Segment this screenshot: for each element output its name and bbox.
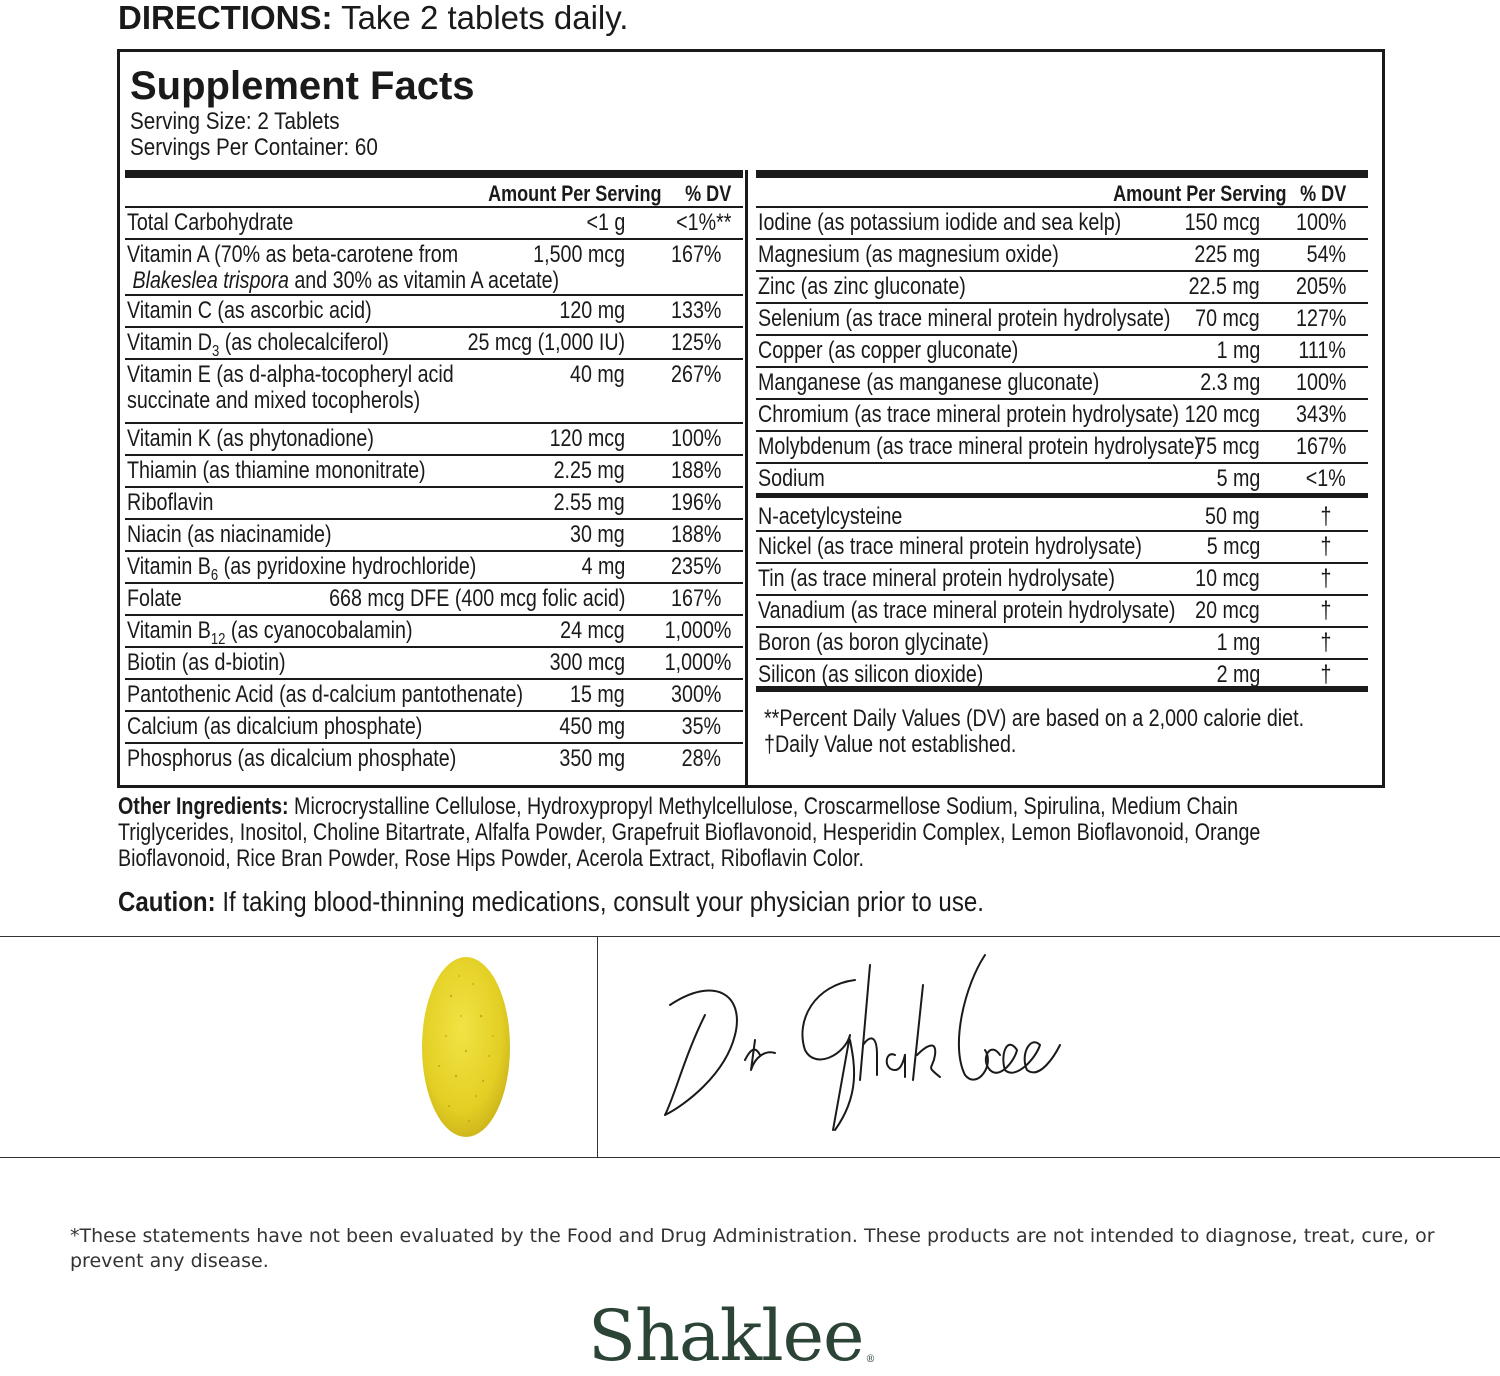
nutrient-amount: 10 mcg bbox=[1195, 565, 1260, 592]
nutrient-name: Manganese (as manganese gluconate) bbox=[758, 369, 1100, 396]
nutrient-amount: 25 mcg (1,000 IU) bbox=[467, 329, 625, 356]
facts-left-column bbox=[125, 170, 743, 776]
nutrient-dv: 125% bbox=[670, 329, 721, 356]
nutrient-row bbox=[125, 328, 743, 360]
directions-label: DIRECTIONS: bbox=[118, 0, 333, 36]
header-amount: Amount Per Serving bbox=[1112, 181, 1286, 206]
nutrient-name: Zinc (as zinc gluconate) bbox=[758, 273, 966, 300]
nutrient-row bbox=[125, 296, 743, 328]
nutrient-dv: † bbox=[1320, 533, 1332, 560]
nutrient-dv: † bbox=[1320, 597, 1332, 624]
nutrient-name: Folate bbox=[127, 585, 182, 612]
registered-mark: ® bbox=[865, 1354, 876, 1365]
nutrient-name: Vitamin $D_3$ (as cholecalciferol) bbox=[127, 329, 389, 360]
nutrient-dv: 1,000% bbox=[664, 617, 731, 644]
nutrient-dv: 54% bbox=[1306, 241, 1346, 268]
band-top-rule bbox=[0, 936, 1500, 937]
caution-text: If taking blood-thinning medications, consult your physician prior to use. bbox=[222, 886, 984, 917]
nutrient-amount: 24 mcg bbox=[560, 617, 625, 644]
nutrient-row bbox=[125, 648, 743, 680]
nutrient-row bbox=[125, 520, 743, 552]
nutrient-name: Copper (as copper gluconate) bbox=[758, 337, 1019, 364]
footnotes bbox=[756, 692, 1368, 762]
nutrient-row bbox=[125, 456, 743, 488]
nutrient-dv: 343% bbox=[1295, 401, 1346, 428]
nutrient-row bbox=[125, 424, 743, 456]
nutrient-amount: 668 mcg DFE (400 mcg folic acid) bbox=[328, 585, 625, 612]
nutrient-row bbox=[125, 712, 743, 744]
nutrient-dv: 100% bbox=[1295, 369, 1346, 396]
header-dv: % DV bbox=[1299, 181, 1346, 206]
thick-rule bbox=[756, 170, 1368, 178]
nutrient-name: Vitamin K (as phytonadione) bbox=[127, 425, 374, 452]
nutrient-amount: 225 mg bbox=[1194, 241, 1260, 268]
nutrient-dv: 205% bbox=[1295, 273, 1346, 300]
nutrient-row bbox=[756, 464, 1368, 498]
nutrient-name: Riboflavin bbox=[127, 489, 214, 516]
fda-disclaimer: *These statements have not been evaluated by the Food and Drug Administration. These products are not intended to diagnose, treat, cure, or prevent any disease. bbox=[70, 1225, 1435, 1272]
column-header bbox=[756, 178, 1368, 208]
nutrient-name: Niacin (as niacinamide) bbox=[127, 521, 332, 548]
nutrient-amount: 30 mg bbox=[570, 521, 625, 548]
nutrient-dv: 100% bbox=[1295, 209, 1346, 236]
header-dv: % DV bbox=[684, 181, 731, 206]
nutrient-name: N-acetylcysteine bbox=[758, 503, 903, 530]
facts-title: Supplement Facts bbox=[130, 64, 475, 108]
nutrient-dv: 127% bbox=[1295, 305, 1346, 332]
header-amount: Amount Per Serving bbox=[487, 181, 661, 206]
nutrient-dv: 133% bbox=[670, 297, 721, 324]
nutrient-dv: 188% bbox=[670, 457, 721, 484]
nutrient-amount: 2.3 mg bbox=[1199, 369, 1260, 396]
thick-rule bbox=[125, 170, 743, 178]
nutrient-dv: 300% bbox=[670, 681, 721, 708]
column-divider bbox=[745, 170, 748, 788]
nutrient-row bbox=[756, 628, 1368, 660]
nutrient-row bbox=[756, 498, 1368, 532]
nutrient-row bbox=[756, 336, 1368, 368]
nutrient-row bbox=[125, 360, 743, 424]
nutrient-name: Boron (as boron glycinate) bbox=[758, 629, 989, 656]
nutrient-dv: † bbox=[1320, 565, 1332, 592]
nutrient-dv: 111% bbox=[1298, 337, 1346, 364]
nutrient-row bbox=[125, 616, 743, 648]
nutrient-dv: 167% bbox=[670, 241, 721, 268]
nutrient-dv: 28% bbox=[681, 745, 721, 772]
nutrient-amount: 15 mg bbox=[570, 681, 625, 708]
supplement-facts-panel bbox=[117, 49, 1385, 788]
nutrient-dv: 167% bbox=[670, 585, 721, 612]
nutrient-name: Vitamin C (as ascorbic acid) bbox=[127, 297, 372, 324]
nutrient-amount: 120 mcg bbox=[549, 425, 625, 452]
nutrient-dv: 167% bbox=[1295, 433, 1346, 460]
nutrient-amount: 50 mg bbox=[1205, 503, 1260, 530]
nutrient-amount: 2.55 mg bbox=[553, 489, 625, 516]
nutrient-name: Vanadium (as trace mineral protein hydrolysate) bbox=[758, 597, 1176, 624]
nutrient-dv: <1%** bbox=[675, 209, 731, 236]
nutrient-row bbox=[125, 208, 743, 240]
nutrient-amount: 1 mg bbox=[1216, 337, 1260, 364]
nutrient-name: Sodium bbox=[758, 465, 825, 492]
nutrient-row bbox=[756, 400, 1368, 432]
nutrient-amount: 70 mcg bbox=[1195, 305, 1260, 332]
other-ingredients-text: Microcrystalline Cellulose, Hydroxypropyl Methylcellulose, Croscarmellose Sodium, Spirulina, Medium Chain Triglycerides, Inositol, Choline Bitartrate, Alfalfa Powder, Grapefruit Bioflavonoid, Hesperidin Complex, Lemon Bioflavonoid, Orange Bioflavonoid, Rice Bran Powder, Rose Hips Powder, Acerola Extract, Riboflavin Color. bbox=[118, 793, 1261, 872]
nutrient-name: Chromium (as trace mineral protein hydrolysate) bbox=[758, 401, 1180, 428]
nutrient-amount: 75 mcg bbox=[1195, 433, 1260, 460]
nutrient-amount: 120 mg bbox=[559, 297, 625, 324]
tablet-image bbox=[421, 956, 511, 1138]
nutrient-row bbox=[756, 240, 1368, 272]
nutrient-dv: † bbox=[1320, 629, 1332, 656]
caution bbox=[118, 886, 984, 918]
nutrient-row bbox=[125, 488, 743, 520]
nutrient-row bbox=[756, 208, 1368, 240]
directions bbox=[118, 0, 628, 36]
nutrient-dv: <1% bbox=[1306, 465, 1346, 492]
footnote-dagger: †Daily Value not established. bbox=[764, 731, 1017, 758]
nutrient-name: Selenium (as trace mineral protein hydrolysate) bbox=[758, 305, 1171, 332]
nutrient-row bbox=[756, 660, 1368, 692]
nutrient-amount: 20 mcg bbox=[1195, 597, 1260, 624]
nutrient-name: Iodine (as potassium iodide and sea kelp) bbox=[758, 209, 1122, 236]
nutrient-dv: 235% bbox=[670, 553, 721, 580]
signature-dr-shaklee bbox=[655, 945, 1065, 1145]
nutrient-amount: <1 g bbox=[586, 209, 625, 236]
nutrient-name: Biotin (as d-biotin) bbox=[127, 649, 286, 676]
nutrient-row bbox=[756, 272, 1368, 304]
nutrient-dv: 267% bbox=[670, 361, 721, 388]
facts-right-column bbox=[756, 170, 1368, 762]
nutrient-dv: † bbox=[1320, 661, 1332, 688]
servings-per-container: Servings Per Container: 60 bbox=[130, 134, 378, 161]
nutrient-name: Silicon (as silicon dioxide) bbox=[758, 661, 984, 688]
nutrient-dv: 188% bbox=[670, 521, 721, 548]
band-divider bbox=[597, 936, 598, 1158]
nutrient-dv: 1,000% bbox=[664, 649, 731, 676]
nutrient-amount: 5 mg bbox=[1216, 465, 1260, 492]
nutrient-amount: 2 mg bbox=[1216, 661, 1260, 688]
nutrient-dv: 196% bbox=[670, 489, 721, 516]
nutrient-row bbox=[125, 680, 743, 712]
nutrient-row bbox=[756, 596, 1368, 628]
caution-label: Caution: bbox=[118, 886, 216, 917]
nutrient-amount: 22.5 mg bbox=[1188, 273, 1260, 300]
nutrient-amount: 4 mg bbox=[581, 553, 625, 580]
nutrient-row bbox=[125, 584, 743, 616]
nutrient-name: Vitamin A (70% as beta-carotene from Blakeslea trispora and 30% as vitamin A acetate) bbox=[127, 241, 560, 294]
nutrient-dv: 35% bbox=[681, 713, 721, 740]
nutrient-amount: 1,500 mcg bbox=[533, 241, 625, 268]
band-bottom-rule bbox=[0, 1157, 1500, 1158]
directions-text: Take 2 tablets daily. bbox=[341, 0, 629, 36]
nutrient-amount: 40 mg bbox=[570, 361, 625, 388]
nutrient-row bbox=[756, 368, 1368, 400]
nutrient-row bbox=[125, 240, 743, 296]
brand-name: Shaklee bbox=[588, 1295, 864, 1376]
other-ingredients-label: Other Ingredients: bbox=[118, 793, 289, 820]
nutrient-name: Magnesium (as magnesium oxide) bbox=[758, 241, 1059, 268]
nutrient-name: Vitamin $B_{12}$ (as cyanocobalamin) bbox=[127, 617, 413, 648]
nutrient-row bbox=[125, 744, 743, 776]
nutrient-row bbox=[756, 532, 1368, 564]
nutrient-name: Calcium (as dicalcium phosphate) bbox=[127, 713, 423, 740]
nutrient-name: Vitamin $B_6$ (as pyridoxine hydrochloride) bbox=[127, 553, 477, 584]
nutrient-name: Nickel (as trace mineral protein hydrolysate) bbox=[758, 533, 1142, 560]
nutrient-name: Vitamin E (as d-alpha-tocopheryl acid succinate and mixed tocopherols) bbox=[127, 361, 454, 414]
nutrient-name: Total Carbohydrate bbox=[127, 209, 294, 236]
column-header bbox=[125, 178, 743, 208]
nutrient-row bbox=[125, 552, 743, 584]
nutrient-amount: 150 mcg bbox=[1184, 209, 1260, 236]
nutrient-amount: 120 mcg bbox=[1184, 401, 1260, 428]
other-ingredients bbox=[118, 794, 1274, 872]
nutrient-amount: 300 mcg bbox=[549, 649, 625, 676]
nutrient-amount: 1 mg bbox=[1216, 629, 1260, 656]
nutrient-row bbox=[756, 564, 1368, 596]
nutrient-amount: 450 mg bbox=[559, 713, 625, 740]
nutrient-row bbox=[756, 432, 1368, 464]
nutrient-name: Phosphorus (as dicalcium phosphate) bbox=[127, 745, 457, 772]
nutrient-name: Tin (as trace mineral protein hydrolysate) bbox=[758, 565, 1115, 592]
nutrient-name: Thiamin (as thiamine mononitrate) bbox=[127, 457, 426, 484]
nutrient-amount: 350 mg bbox=[559, 745, 625, 772]
nutrient-name: Molybdenum (as trace mineral protein hydrolysate) bbox=[758, 433, 1201, 460]
nutrient-amount: 5 mcg bbox=[1206, 533, 1260, 560]
nutrient-dv: 100% bbox=[670, 425, 721, 452]
nutrient-dv: † bbox=[1320, 503, 1332, 530]
brand-logo bbox=[588, 1296, 875, 1376]
nutrient-amount: 2.25 mg bbox=[553, 457, 625, 484]
serving-size: Serving Size: 2 Tablets bbox=[130, 108, 340, 135]
nutrient-name: Pantothenic Acid (as d-calcium pantothenate) bbox=[127, 681, 524, 708]
nutrient-row bbox=[756, 304, 1368, 336]
footnote-dv: **Percent Daily Values (DV) are based on a 2,000 calorie diet. bbox=[764, 705, 1305, 732]
